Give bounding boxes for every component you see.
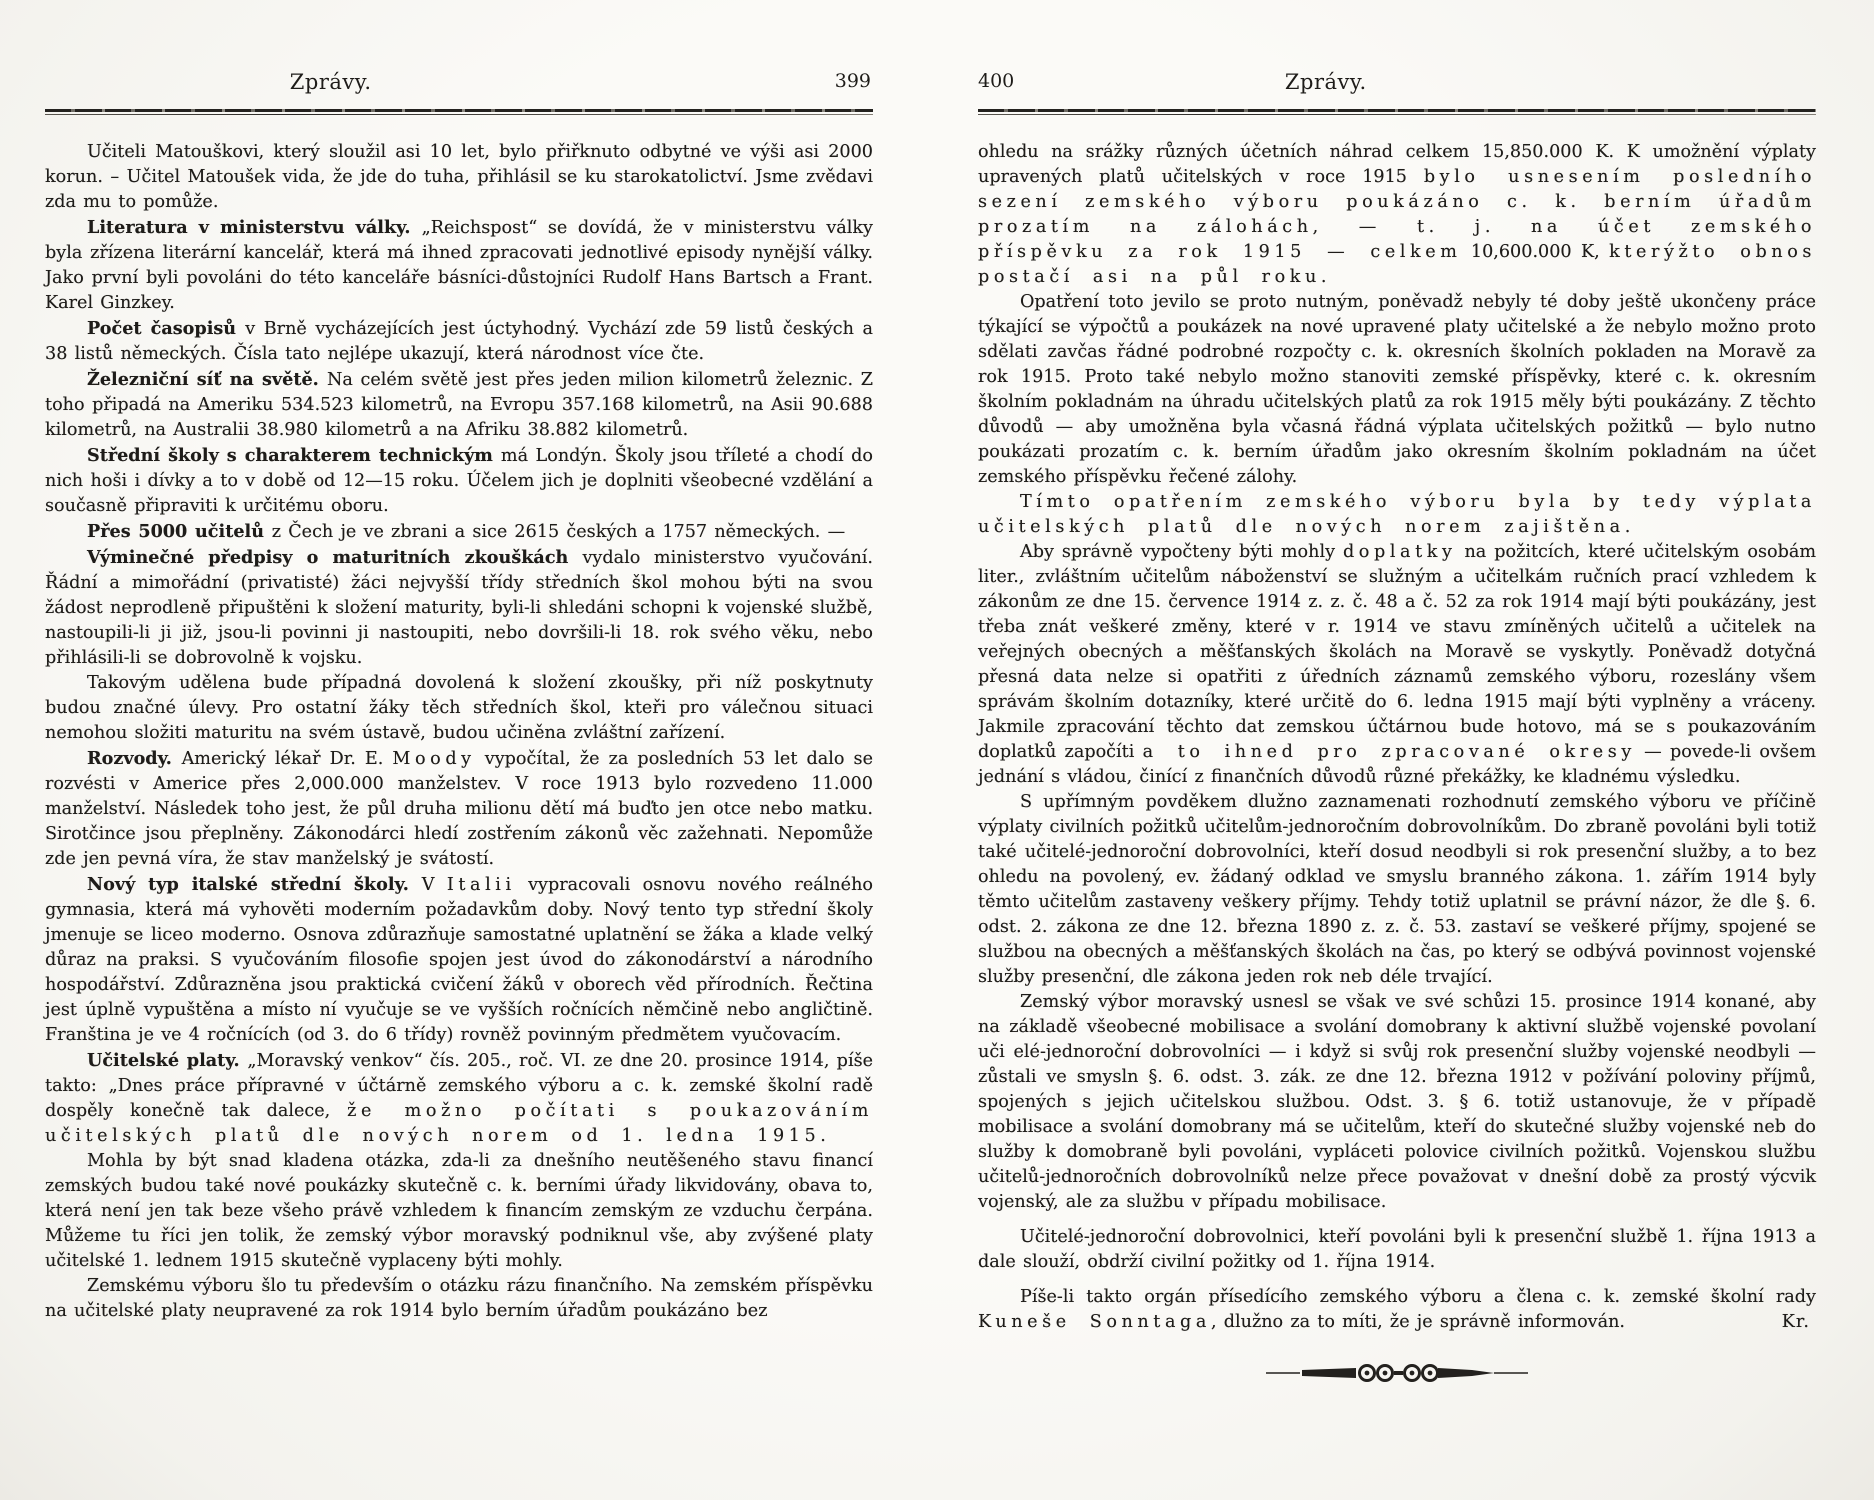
page-400 — [978, 68, 1816, 1389]
paragraph — [978, 1225, 1816, 1275]
header-rule-thin — [45, 114, 873, 115]
text-segment-normal: Učiteli Matouškovi, který sloužil asi 10 let, bylo přiřknuto odbytné ve výši asi 2000 korun. – Učitel Matoušek vida, že jde do tuha, přihlásil se ku starokatolictví. Jsme zvědavi zda mu to pomůže. — [45, 142, 873, 212]
text-segment-normal: má Londýn. Školy jsou tříleté a chodí do nich hoši i dívky a to v době od 12—15 roku. Účelem jich je doplniti všeobecné vzdělání a současně připraviti k určitému oboru. — [45, 446, 874, 516]
page-body — [45, 140, 873, 1324]
text-segment-bold: Učitelské platy. — [87, 1050, 248, 1071]
paragraph — [45, 545, 873, 671]
text-segment-normal: Zemský výbor moravský usnesl se však ve své schůzi 15. prosince 1914 konané, aby na základě všeobecné mobilisace a svolání domobrany k aktivní službě vojenské povolaní uči elé-jednoroční dobrovolníci — i když si svůj rok presenční služby vojenské neodbyli — zůstali ve smysln §. 6. odst. 3. zák. ze dne 12. března 1912 v požívání poloviny příjmů, spojených s jejich učitelskou službou. Odst. 3. § 6. totiž ustanovuje, že v případě mobilisace a svolání domobrany má se učitelům, kteří do skutečné služby vojenské neb do služby k domobraně byli povoláni, vypláceti polovice civilních požitků. Vojenskou službu učitelů-jednoročních dobrovolníků nelze přece považovat v dnešní době za prostý výcvik vojenský, ale za službu v případu mobilisace. — [978, 992, 1816, 1212]
text-segment-normal: Americký lékař Dr. E. — [181, 749, 393, 769]
paragraph — [978, 1285, 1816, 1335]
paragraph — [45, 872, 873, 1048]
text-segment-bold: Počet časopisů — [87, 318, 246, 339]
text-segment-normal: Učitelé-jednoroční dobrovolnici, kteří povoláni byli k presenční službě 1. října 1913 a dale slouží, obdrží civilní požitky od 1. října 1914. — [978, 1227, 1816, 1272]
text-segment-spaced: kterýžto obnos postačí asi na půl roku. — [978, 242, 1816, 287]
text-segment-normal: vypočítal, že za posledních 53 let dalo se rozvésti v Americe přes 2,000.000 manželstev. V roce 1913 bylo rozvedeno 11.000 manželství. Následek toho jest, že půl druha milionu dětí má buďto jen otce nebo matku. Sirotčince jsou přeplněny. Zákonodárci hledí zostřením zákonů věc zažehnati. Nepomůže zde jen pevná víra, že stav manželský je svátostí. — [45, 749, 873, 869]
text-segment-spaced: Kuneše Sonntaga — [978, 1312, 1211, 1332]
text-segment-normal: „Moravský venkov“ čís. 205., roč. VI. ze dne 20. prosince 1914, píše takto: „Dnes práce přípravné v účtárně zemského výboru a c. k. zemské školní radě dospěly konečně tak dalece, — [45, 1051, 874, 1121]
text-segment-bold: Výminečné předpisy o maturitních zkouškách — [87, 547, 583, 568]
paragraph — [45, 367, 873, 443]
text-segment-normal: v Brně vycházejících jest úctyhodný. Vychází zde 59 listů českých a 38 listů německých. Čísla tato nejlépe ukazují, která národnost více čte. — [45, 319, 873, 364]
text-segment-normal: 10,600.000 K, — [1461, 242, 1610, 262]
text-segment-normal: Zemskému výboru šlo tu především o otázku rázu finančního. Na zemském příspěvku na učitelské platy neupravené za rok 1914 bylo berním úřadům poukázáno bez — [45, 1276, 873, 1321]
text-segment-normal: Aby správně vypočteny býti mohly — [1020, 542, 1343, 562]
text-segment-normal: vydalo ministerstvo vyučování. Řádní a mimořádní (privatisté) žáci nejvyšší třídy středních škol mohou býti na svou žádost neprodleně připuštěni k složení maturity, byli-li shledáni schopni k vojenské službě, nastoupili-li ji již, jsou-li povinni ji nastoupiti, nebo dovršili-li 18. rok svého věku, nebo přihlásili-li se dobrovolně k vojsku. — [45, 548, 873, 668]
page-399 — [45, 68, 873, 1324]
text-segment-normal: vypracovali osnovu nového reálného gymnasia, která má vyhověti moderním požadavkům doby. Nový tento typ střední školy jmenuje se liceo moderno. Osnova zdůrazňuje samostatné uplatnění se žáka a klade velký důraz na praksi. S vyučováním filosofie spojen jest úvod do zákonodárství a národního hospodářství. Zdůrazněna jsou praktická cvičení žáků v oborech věd přírodních. Řečtina jest úplně vypuštěna a místo ní vyučuje se ve vyšších ročnících němčině nebo angličtině. Franština je ve 4 ročnících (od 3. do 6 třídy) rovněž povinným předmětem vyučovacím. — [45, 875, 874, 1045]
header-rule-thin — [978, 114, 1816, 115]
paragraph — [45, 519, 873, 545]
text-segment-bold: Rozvody. — [87, 748, 182, 769]
tailpiece-ornament — [1266, 1357, 1528, 1389]
text-segment-bold: Přes 5000 učitelů — [87, 521, 272, 542]
text-segment-spaced: doplatky — [1342, 542, 1457, 562]
text-segment-normal: Mohla by být snad kladena otázka, zda-li za dnešního neutěšeného stavu financí zemských budou také nové poukázky skutečně c. k. berními úřady likvidovány, obava to, která není jen tak beze všeho právě vzhledem k financím zemským ze vzduchu čerpána. Můžeme tu říci jen tolik, že zemský výbor moravský podniknul vše, aby zvýšené platy učitelské 1. lednem 1915 skutečně vyplaceny býti mohly. — [45, 1151, 873, 1271]
text-segment-bold: Nový typ italské střední školy. — [87, 874, 422, 895]
paragraph — [45, 746, 873, 872]
header-rule-heavy — [45, 109, 873, 112]
text-segment-normal: Na celém světě jest přes jeden milion kilometrů železnic. Z toho připadá na Ameriku 534.523 kilometrů, na Evropu 357.168 kilometrů, na Asii 90.688 kilometrů, na Australii 38.980 kilometrů a na Afriku 38.882 kilometrů. — [45, 370, 873, 440]
author-signature: Kr. — [1781, 1312, 1810, 1332]
text-segment-bold: Střední školy s charakterem technickým — [87, 445, 501, 466]
text-segment-spaced: že možno počítati s poukazováním učitelských platů dle nových norem od 1. ledna 1915. — [45, 1101, 873, 1146]
text-segment-bold: Železniční síť na světě. — [87, 369, 327, 390]
text-segment-spaced: Italii — [446, 875, 516, 895]
text-segment-spaced: a to ihned pro zpracované okresy — [1142, 742, 1636, 762]
text-segment-normal: Opatření toto jevilo se proto nutným, poněvadž nebyly té doby ještě ukončeny práce týkající se výpočtů a poukázek na nové upravené platy učitelské a že nebylo možno proto sdělati zavčas řádné podrobné rozpočty c. k. okresních školních pokladen na Moravě za rok 1915. Proto také nebylo možno stanoviti zemské příspěvky, které c. k. okresním školním pokladnám na úhradu učitelských platů za rok 1915 měly býti poukázány. Z těchto důvodů — aby umožněna byla včasná řádná výplata učitelských požitků — bylo nutno poukázati prozatím c. k. berním úřadům jako okresním školním pokladnám na účet zemského příspěvku řečené zálohy. — [978, 292, 1816, 487]
paragraph — [45, 1274, 873, 1324]
text-segment-normal: , dlužno za to míti, že je správně informován. — [1210, 1312, 1626, 1332]
text-segment-normal: ohledu na srážky různých účetních náhrad celkem 15,850.000 K. K umožnění výplaty upravených platů učitelských v roce 1915 — [978, 142, 1816, 187]
text-segment-normal: „Reichspost“ se dovídá, že v ministerstvu války byla zřízena literární kancelář, která má ihned zpracovati jednotlivé episody nynější války. Jako první byli povoláni do této kanceláře básníci-důstojníci Rudolf Hans Bartsch a Frant. Karel Ginzkey. — [45, 218, 873, 313]
page-body — [978, 140, 1816, 1335]
text-segment-normal: Píše-li takto orgán přísedícího zemského výboru a člena c. k. zemské školní rady — [1020, 1287, 1816, 1307]
text-segment-normal: na požitcích, které učitelským osobám liter., zvláštním učitelům náboženství se služným a učitelkám ručních prací vzhledem k zákonům ze dne 15. července 1914 z. z. č. 48 a č. 52 za rok 1914 mají býti poukázány, jest třeba znát veškeré změny, které v r. 1914 ve stavu zmíněných učitelů a učitelek na veřejných obecných a měšťanských školách na Moravě se vyskytly. Poněvadž dotyčná přesná data nelze si opatřiti z úředních záznamů zemského výboru, rozeslány všem správám školním dotazníky, které určitě do 6. ledna 1915 mají býti vyplněny a vráceny. Jakmile zpracování těchto dat zemskou účtárnou bude hotovo, má se s poukazováním doplatků započíti — [978, 542, 1816, 762]
header-rule — [978, 109, 1816, 115]
paragraph — [978, 140, 1816, 290]
section-end-divider — [978, 1357, 1816, 1389]
text-segment-normal: z Čech je ve zbrani a sice 2615 českých a 1757 německých. — — [271, 522, 846, 542]
paragraph — [45, 671, 873, 746]
text-segment-normal: — povede-li ovšem jednání s vládou, činící z finančních důvodů různé překážky, ke kladnému výsledku. — [978, 742, 1817, 787]
page-header — [978, 68, 1816, 104]
paragraph — [978, 790, 1816, 990]
header-rule-heavy — [978, 109, 1816, 112]
paragraph — [978, 990, 1816, 1215]
paragraph — [45, 443, 873, 519]
paragraph — [45, 316, 873, 367]
header-rule — [45, 109, 873, 115]
paragraph — [978, 290, 1816, 490]
text-segment-bold: Literatura v ministerstvu války. — [87, 217, 422, 238]
text-segment-spaced: Tímto opatřením zemského výboru byla by tedy výplata učitelských platů dle nových norem zajištěna. — [978, 492, 1816, 537]
page-number: 400 — [978, 70, 1015, 92]
text-segment-spaced: bylo usnesením posledního sezení zemského výboru poukázáno c. k. berním úřadům prozatím na zálohách, — t. j. na účet zemského příspěvku za rok 1915 — celkem — [978, 167, 1816, 262]
running-head: Zprávy. — [289, 70, 372, 94]
paragraph — [45, 140, 873, 215]
text-segment-normal: Takovým udělena bude případná dovolená k složení zkoušky, při níž poskytnuty budou značné úlevy. Pro ostatní žáky těch středních škol, kteři pro válečnou situaci nemohou složiti maturitu na svém ústavě, budou učiněna zvláštní zařízení. — [45, 673, 873, 743]
paragraph — [978, 540, 1816, 790]
running-head: Zprávy. — [1284, 70, 1367, 94]
paragraph — [45, 1048, 873, 1149]
paragraph — [45, 1149, 873, 1274]
text-segment-spaced: Moody — [392, 749, 476, 769]
text-segment-normal: V — [421, 875, 447, 895]
text-segment-normal: S upřímným povděkem dlužno zaznamenati rozhodnutí zemského výboru ve příčině výplaty civilních požitků učitelům-jednoročním dobrovolníkům. Do zbraně povoláni byli totiž také učitelé-jednoroční dobrovolníci, kteří dosud neodbyli si rok presenční služby, a to bez ohledu na povolený, ev. žádaný odklad ve smyslu branného zákona. 1. zářím 1914 byly těmto učitelům zastaveny veškery příjmy. Tehdy totiž uplatnil se právní názor, že dle §. 6. odst. 2. zákona ze dne 12. března 1890 z. z. č. 53. zastaví se veškeré příjmy, spojené se službou na obecných a měšťanských školách na čas, po který se odbývá povinnost vojenské služby presenční, dle zákona jeden rok neb déle trvající. — [978, 792, 1816, 987]
page-number: 399 — [834, 70, 871, 92]
paragraph — [978, 490, 1816, 540]
paragraph — [45, 215, 873, 316]
page-header — [45, 68, 873, 104]
